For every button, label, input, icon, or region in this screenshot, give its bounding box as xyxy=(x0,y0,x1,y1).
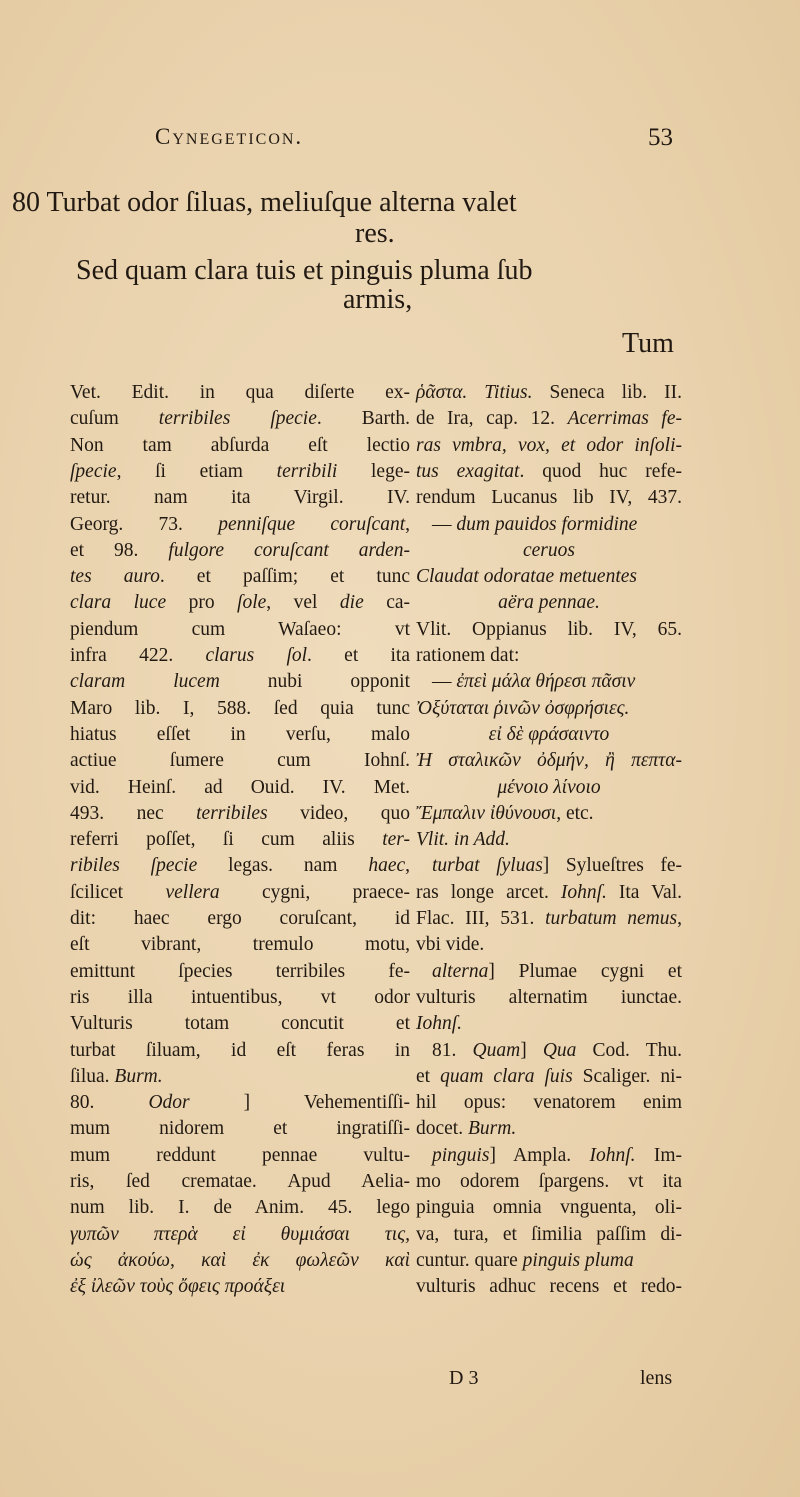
roman-text: ſcilicet xyxy=(70,881,166,903)
roman-text: Maro lib. I, 588. ſed quia tunc xyxy=(70,697,410,719)
italic-text: quam clara ſuis xyxy=(440,1065,573,1087)
italic-text: Burm. xyxy=(114,1065,163,1087)
italic-text: ceruos xyxy=(523,539,575,561)
text-line xyxy=(416,643,682,669)
roman-text: video, quo xyxy=(267,802,411,824)
roman-text: va, tura, et ſimilia paſſim di- xyxy=(416,1223,682,1245)
italic-text: ἐπεὶ μάλα θήρεσι πᾶσιν xyxy=(456,671,636,693)
roman-text: Flac. III, 531. xyxy=(416,908,546,929)
roman-text: vid. Heinſ. ad Ouid. IV. Met. xyxy=(70,776,410,798)
roman-text: actiue ſumere cum Iohnſ. xyxy=(70,750,410,772)
text-line xyxy=(70,590,410,616)
roman-text: et 98. xyxy=(70,539,169,561)
verse-catchword: Tum xyxy=(622,328,674,359)
roman-text: Non tam abſurda eſt lectio xyxy=(70,434,410,456)
italic-text: claram lucem xyxy=(70,671,220,693)
italic-text: alterna xyxy=(432,960,489,982)
italic-text: tes auro xyxy=(70,566,160,588)
roman-text: ca- xyxy=(363,592,410,614)
text-line xyxy=(416,722,682,748)
text-line xyxy=(416,906,682,932)
italic-text: ῥᾶστα. Titius. xyxy=(416,382,533,403)
italic-text: ſpecie xyxy=(70,460,117,482)
text-line xyxy=(70,722,410,748)
roman-text: referri poſſet, ſi cum aliis xyxy=(70,829,383,851)
italic-text: Ἠ σταλικῶν ὀδμήν, ἢ πεπτα- xyxy=(416,750,682,772)
italic-text: fulgore coruſcant arden- xyxy=(168,539,410,561)
text-line xyxy=(70,380,410,406)
roman-text: — xyxy=(432,513,457,535)
roman-text: ris illa intuentibus, vt odor xyxy=(70,986,410,1008)
text-line xyxy=(416,564,682,590)
italic-text: Ἔμπαλιν ἰθύνουσι xyxy=(416,802,557,824)
text-line xyxy=(70,1169,410,1195)
italic-text: turbatum nemus xyxy=(545,908,678,929)
roman-text: Georg. 73. xyxy=(70,513,219,535)
roman-text: . et paſſim; et tunc xyxy=(159,566,410,588)
roman-text: . quod huc refe- xyxy=(519,460,682,482)
roman-text: piendum cum Waſaeo: vt xyxy=(70,618,410,640)
roman-text: 80. xyxy=(70,1092,149,1114)
roman-text: , xyxy=(677,908,682,929)
roman-text: , ſi etiam xyxy=(116,460,277,482)
roman-text: , xyxy=(405,855,411,877)
italic-text: Iohnſ. xyxy=(589,1144,636,1166)
text-line xyxy=(416,459,682,485)
italic-text: Quam xyxy=(472,1039,521,1061)
text-line xyxy=(416,1038,682,1064)
roman-text: Vet. Edit. in qua diſerte ex- xyxy=(70,382,410,403)
page-number: 53 xyxy=(648,124,673,151)
roman-text: , etc. xyxy=(556,802,594,824)
roman-text: emittunt ſpecies terribiles fe- xyxy=(70,960,410,982)
italic-text: tus exagitat xyxy=(416,460,520,482)
roman-text: lege- xyxy=(337,460,410,482)
roman-text: hil opus: venatorem enim xyxy=(416,1092,682,1114)
text-line xyxy=(416,748,682,774)
italic-text: ἐξ ἰλεῶν τοὺς ὄφεις προάξει xyxy=(70,1276,286,1298)
roman-text: docet. xyxy=(416,1118,468,1140)
italic-text: dum pauidos formidine xyxy=(456,513,638,535)
text-line xyxy=(416,801,682,827)
text-line xyxy=(416,1090,682,1116)
text-line xyxy=(416,1248,682,1274)
italic-text: Qua xyxy=(542,1039,577,1061)
text-line xyxy=(70,1248,410,1274)
text-line xyxy=(70,433,410,459)
roman-text: Cod. Thu. xyxy=(576,1039,683,1061)
text-line xyxy=(416,1116,682,1142)
text-line xyxy=(70,853,410,879)
roman-text: cuſum xyxy=(70,408,159,430)
roman-text: hiatus eſſet in verſu, malo xyxy=(70,723,410,745)
text-line xyxy=(70,617,410,643)
roman-text: , xyxy=(405,513,410,535)
text-line xyxy=(70,538,410,564)
text-line xyxy=(70,1222,410,1248)
roman-text: eſt vibrant, tremulo motu, xyxy=(70,934,410,956)
italic-text: turbat ſyluas xyxy=(432,855,543,877)
roman-text: ] xyxy=(520,1039,543,1061)
italic-text: die xyxy=(339,592,364,614)
text-line xyxy=(416,1274,682,1300)
text-line xyxy=(416,485,682,511)
text-line xyxy=(416,1011,682,1037)
roman-text: ras longe arcet. xyxy=(416,881,561,903)
roman-text: legas. nam xyxy=(197,855,369,877)
italic-text: aëra pennae. xyxy=(498,592,600,614)
italic-text: γυπῶν πτερὰ εἰ θυμιάσαι τις, xyxy=(70,1223,410,1245)
italic-text: haec xyxy=(368,855,406,877)
text-line xyxy=(416,538,682,564)
roman-text: ſilua. xyxy=(70,1065,115,1087)
italic-text: ſole xyxy=(237,592,267,614)
roman-text: mum nidorem et ingratiſſi- xyxy=(70,1118,410,1140)
roman-text: et xyxy=(416,1065,441,1087)
roman-text: ] Sylueſtres fe- xyxy=(542,855,682,877)
roman-text: ] Plumae cygni et xyxy=(488,960,682,982)
text-line xyxy=(416,1222,682,1248)
footer-catchword: lens xyxy=(640,1367,673,1389)
roman-text: 81. xyxy=(432,1039,473,1061)
text-line xyxy=(416,617,682,643)
signature-mark: D 3 xyxy=(449,1367,479,1389)
text-line xyxy=(70,459,410,485)
text-line xyxy=(70,1038,410,1064)
text-line xyxy=(416,775,682,801)
text-line xyxy=(416,985,682,1011)
text-line xyxy=(70,748,410,774)
text-line xyxy=(70,696,410,722)
roman-text: 493. nec xyxy=(70,802,197,824)
text-line xyxy=(416,433,682,459)
text-line xyxy=(70,643,410,669)
italic-text: Acerrimas fe- xyxy=(567,408,683,430)
verse-line-80: 80 Turbat odor ſiluas, meliuſque alterna valet xyxy=(12,187,517,218)
text-line xyxy=(70,906,410,932)
roman-text: . et ita xyxy=(307,645,410,666)
text-line xyxy=(70,775,410,801)
text-line xyxy=(416,1169,682,1195)
text-line xyxy=(70,827,410,853)
italic-text: clara luce xyxy=(70,592,167,614)
roman-text: ris, ſed crematae. Apud Aelia- xyxy=(70,1171,410,1192)
roman-text: vulturis alternatim iunctae. xyxy=(416,986,682,1008)
roman-text: Im- xyxy=(635,1144,682,1166)
italic-text: Burm. xyxy=(467,1118,517,1140)
roman-text: , vel xyxy=(266,592,340,614)
text-line xyxy=(70,512,410,538)
text-line xyxy=(70,801,410,827)
italic-text: Claudat odoratae metuentes xyxy=(416,566,637,588)
roman-text: pro xyxy=(166,592,238,614)
text-line xyxy=(70,1274,410,1300)
text-line xyxy=(416,1064,682,1090)
italic-text: Iohnſ. xyxy=(560,881,607,903)
text-line xyxy=(70,669,410,695)
text-line xyxy=(416,827,682,853)
roman-text: Seneca lib. II. xyxy=(532,382,682,403)
roman-text: retur. nam ita Virgil. IV. xyxy=(70,487,410,509)
italic-text: pinguis xyxy=(432,1144,490,1166)
roman-text: ] Ampla. xyxy=(489,1144,590,1166)
roman-text: Vulturis totam concutit et xyxy=(70,1013,410,1035)
italic-text: Vlit. in Add. xyxy=(416,829,510,851)
roman-text: vulturis adhuc recens et redo- xyxy=(416,1276,682,1298)
italic-text: ὡς ἀκούω, καὶ ἐκ φωλεῶν καὶ xyxy=(70,1249,410,1271)
text-line xyxy=(70,985,410,1011)
roman-text: Vlit. Oppianus lib. IV, 65. xyxy=(416,618,682,640)
text-line xyxy=(70,564,410,590)
text-line xyxy=(416,696,682,722)
text-line xyxy=(70,1143,410,1169)
text-line xyxy=(416,932,682,958)
roman-text: ] Vehementiſſi- xyxy=(189,1092,411,1114)
text-line xyxy=(416,590,682,616)
italic-text: terribiles xyxy=(196,802,268,824)
text-line xyxy=(70,1090,410,1116)
italic-text: pinguis pluma xyxy=(522,1249,634,1271)
roman-text: rendum Lucanus lib IV, 437. xyxy=(416,487,682,509)
text-line xyxy=(416,959,682,985)
roman-text: turbat ſiluam, id eſt feras in xyxy=(70,1039,410,1061)
roman-text: infra 422. xyxy=(70,645,206,666)
roman-text: dit: haec ergo coruſcant, id xyxy=(70,908,410,929)
text-line xyxy=(416,880,682,906)
text-line xyxy=(70,406,410,432)
text-line xyxy=(416,853,682,879)
roman-text: — xyxy=(432,671,457,693)
roman-text: vbi vide. xyxy=(416,934,485,956)
roman-text: pinguia omnia vnguenta, oli- xyxy=(416,1197,682,1219)
roman-text: . Barth. xyxy=(316,408,410,430)
italic-text: εἰ δὲ φράσαιντο xyxy=(488,723,610,745)
text-line xyxy=(70,1116,410,1142)
italic-text: μένοιο λίνοιο xyxy=(497,776,601,798)
text-line xyxy=(416,380,682,406)
roman-text: rationem dat: xyxy=(416,645,520,666)
italic-text: terribili xyxy=(276,460,338,482)
italic-text: Odor xyxy=(148,1092,190,1114)
running-head: Cynegeticon. xyxy=(155,124,304,149)
text-line xyxy=(416,669,682,695)
verse-line-81-continuation: armis, xyxy=(343,284,413,315)
roman-text: Scaliger. ni- xyxy=(572,1065,682,1087)
text-line xyxy=(416,406,682,432)
text-line xyxy=(70,1195,410,1221)
verse-line-81: Sed quam clara tuis et pinguis pluma ſub xyxy=(76,255,533,286)
italic-text: penniſque coruſcant xyxy=(218,513,406,535)
text-line xyxy=(70,959,410,985)
text-line xyxy=(70,1064,410,1090)
italic-text: Iohnſ. xyxy=(416,1013,463,1035)
text-line xyxy=(416,512,682,538)
text-line xyxy=(70,932,410,958)
roman-text: Ita Val. xyxy=(606,881,682,903)
roman-text: cuntur. quare xyxy=(416,1249,523,1271)
italic-text: ras vmbra, vox, et odor inſoli- xyxy=(416,434,682,456)
italic-text: ribiles ſpecie xyxy=(70,855,198,877)
text-line xyxy=(416,1195,682,1221)
verse-line-80-continuation: res. xyxy=(355,218,395,249)
text-line xyxy=(70,1011,410,1037)
roman-text: nubi opponit xyxy=(219,671,410,693)
roman-text: de Ira, cap. 12. xyxy=(416,408,568,430)
roman-text: mo odorem ſpargens. vt ita xyxy=(416,1171,682,1192)
italic-text: terribiles ſpecie xyxy=(158,408,317,430)
roman-text: cygni, praece- xyxy=(219,881,410,903)
italic-text: clarus ſol xyxy=(205,645,308,666)
italic-text: ter- xyxy=(382,829,410,851)
roman-text: mum reddunt pennae vultu- xyxy=(70,1144,410,1166)
text-line xyxy=(416,1143,682,1169)
text-line xyxy=(70,880,410,906)
italic-text: Ὀξύταται ῥινῶν ὀσφρήσιες. xyxy=(416,697,630,719)
roman-text: num lib. I. de Anim. 45. lego xyxy=(70,1197,410,1219)
text-line xyxy=(70,485,410,511)
italic-text: vellera xyxy=(165,881,220,903)
